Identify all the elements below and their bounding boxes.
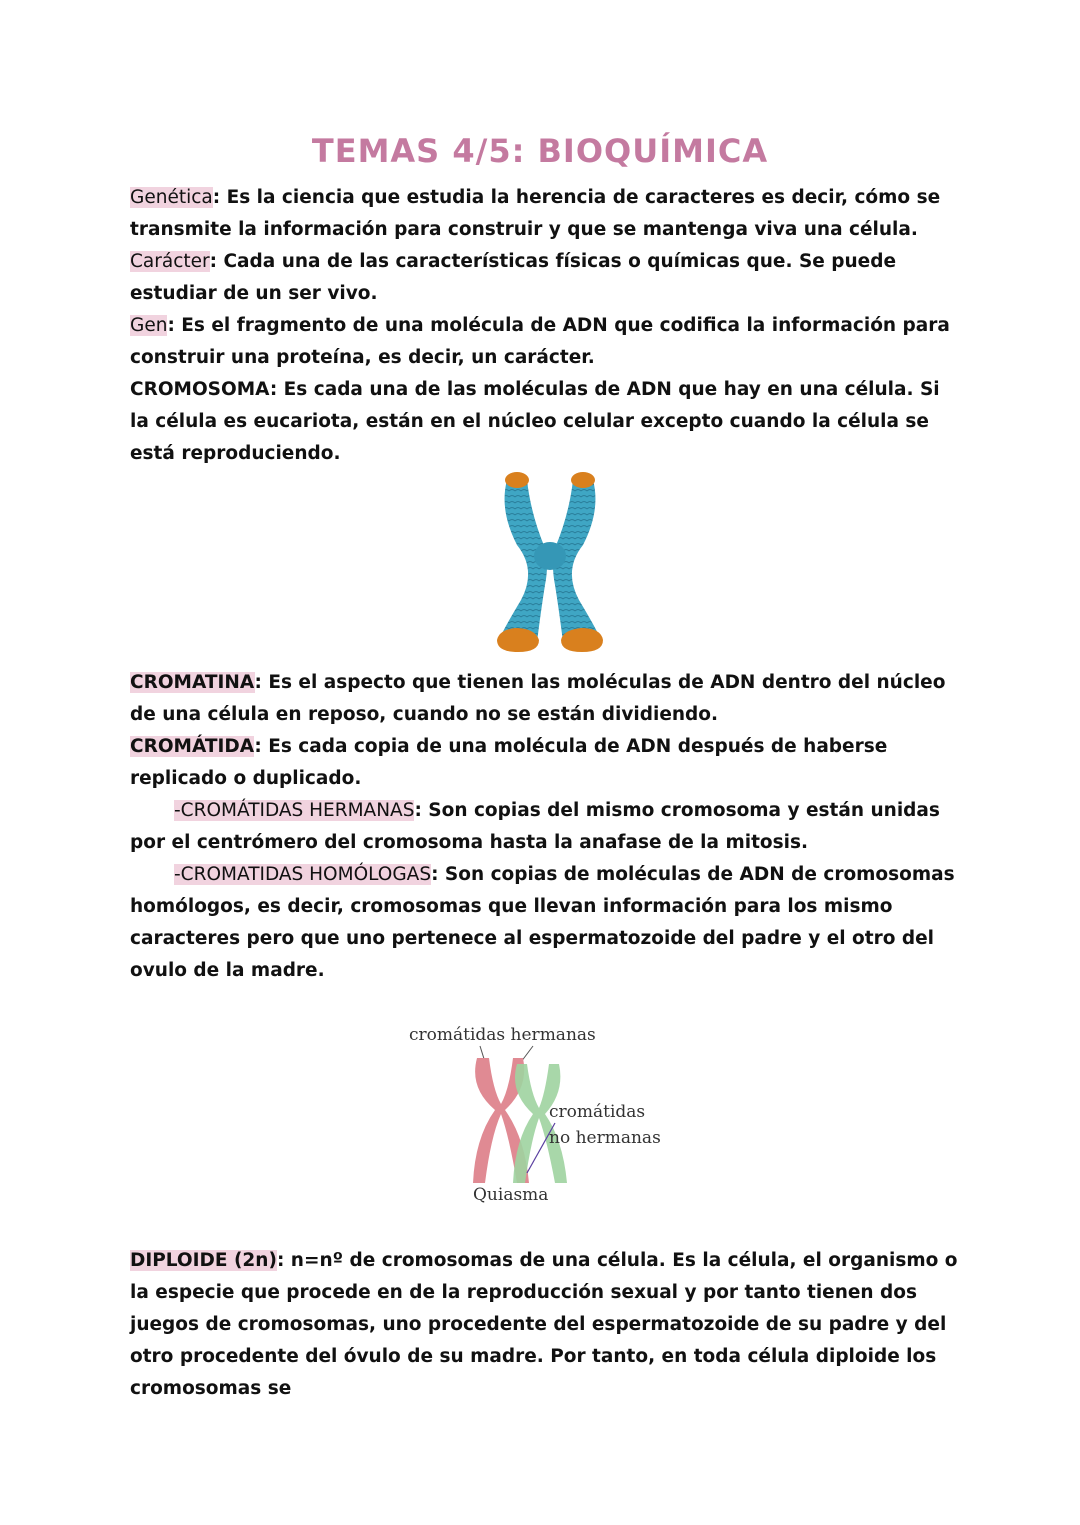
label-quiasma: Quiasma [473, 1185, 549, 1205]
chromatids-diagram [405, 1018, 680, 1208]
definition-genetica [130, 182, 960, 470]
label-cromatidas: cromátidas [549, 1102, 646, 1122]
term-caracter: Carácter [130, 251, 210, 272]
definition-text: : Son copias de moléculas de ADN de cromosomas homólogos, es decir, cromosomas que llevan información para los mismo caracteres pero que uno pertenece al espermatozoide del padre y el otro del ovulo de la madre. [130, 864, 955, 981]
definition-text: : Es el fragmento de una molécula de ADN que codifica la información para construir una proteína, es decir, un carácter. [130, 315, 950, 368]
definition-text: : Es cada copia de una molécula de ADN después de haberse replicado o duplicado. [130, 736, 888, 789]
definitions-section-2 [130, 667, 960, 987]
page-title: TEMAS 4/5: BIOQUÍMICA [311, 132, 769, 170]
definition-text: : n=nº de cromosomas de una célula. Es la célula, el organismo o la especie que procede en de la reproducción sexual y por tanto tienen dos juegos de cromosomas, uno procedente del espermatozoide de su padre y del otro procedente del óvulo de su madre. Por tanto, en toda célula diploide los cromosomas se [130, 1250, 958, 1399]
term-cromosoma: CROMOSOMA [130, 379, 270, 400]
term-cromatina: CROMATINA [130, 672, 255, 693]
definition-text: : Son copias del mismo cromosoma y están unidas por el centrómero del cromosoma hasta la anafase de la mitosis. [130, 800, 940, 853]
term-gen: Gen [130, 315, 168, 336]
definition-text: : Es la ciencia que estudia la herencia de caracteres es decir, cómo se transmite la información para construir y que se mantenga viva una célula. [130, 187, 941, 240]
term-cromatidas-hermanas: -CROMÁTIDAS HERMANAS [174, 800, 415, 821]
term-cromatida: CROMÁTIDA [130, 736, 255, 757]
chromosome-image [485, 470, 615, 655]
term-diploide: DIPLOIDE (2n) [130, 1250, 277, 1271]
definition-text: : Es el aspecto que tienen las moléculas de ADN dentro del núcleo de una célula en reposo, cuando no se están dividiendo. [130, 672, 946, 725]
definition-diploide [130, 1245, 960, 1405]
definition-text: : Es cada una de las moléculas de ADN que hay en una célula. Si la célula es eucariota, están en el núcleo celular excepto cuando la célula se está reproduciendo. [130, 379, 940, 464]
definition-text: : Cada una de las características físicas o químicas que. Se puede estudiar de un ser vivo. [130, 251, 897, 304]
term-cromatidas-homologas: -CROMATIDAS HOMÓLOGAS [174, 864, 432, 885]
label-cromatidas-hermanas: cromátidas hermanas [409, 1025, 596, 1045]
label-no-hermanas: no hermanas [549, 1128, 661, 1148]
term-genetica: Genética [130, 187, 213, 208]
